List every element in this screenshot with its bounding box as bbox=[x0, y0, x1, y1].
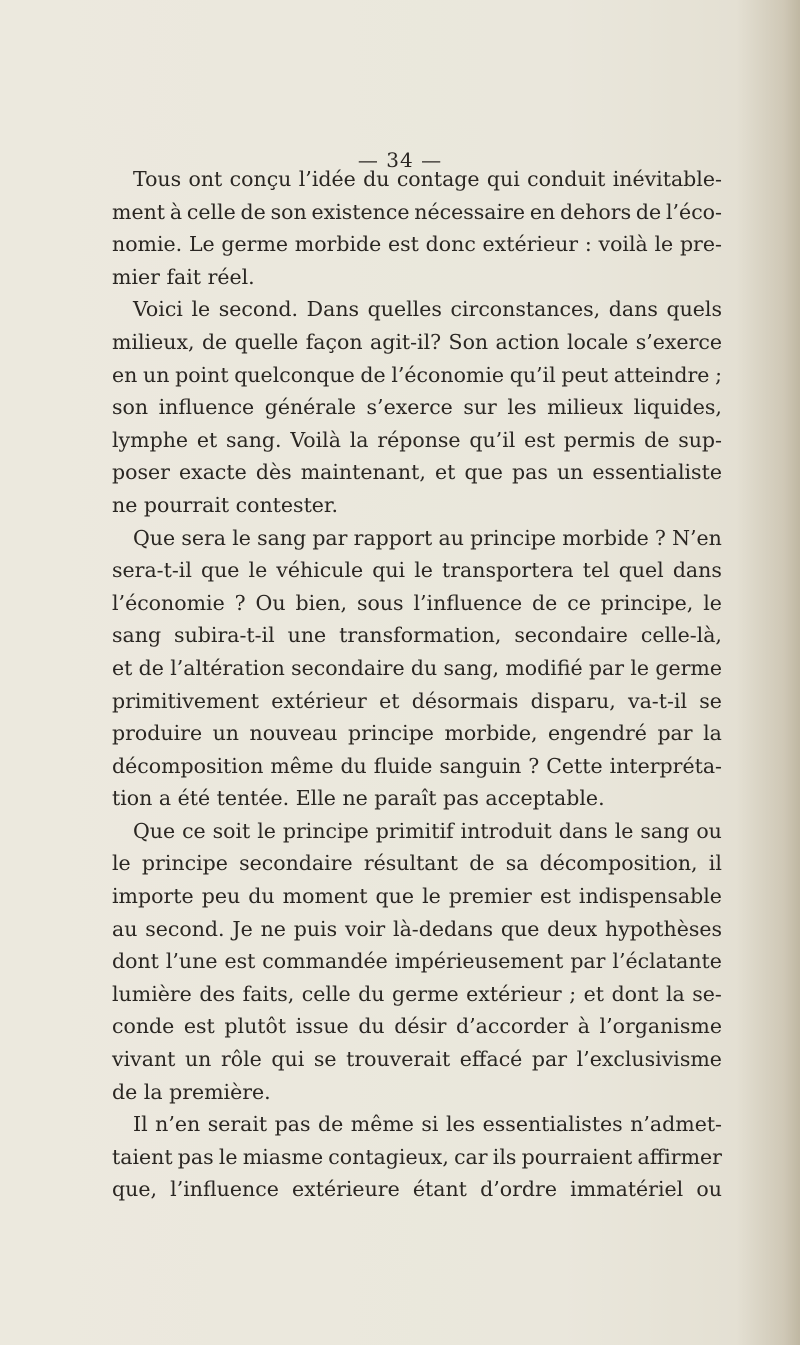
word: sang bbox=[112, 623, 162, 648]
word: un bbox=[143, 362, 170, 387]
text-line bbox=[112, 456, 722, 489]
word: et bbox=[379, 688, 400, 713]
word: dès bbox=[255, 460, 292, 485]
word: les bbox=[507, 395, 537, 420]
text-line bbox=[112, 522, 722, 555]
word: essentialistes bbox=[482, 1112, 623, 1137]
word: réponse bbox=[377, 427, 461, 452]
word: le bbox=[703, 590, 722, 615]
word: Dans bbox=[306, 297, 360, 322]
word: hypothèses bbox=[605, 916, 722, 941]
word: du bbox=[358, 1014, 385, 1039]
word: pourraient bbox=[521, 1144, 633, 1169]
word: l’éclatante bbox=[612, 949, 722, 974]
word: l’influence bbox=[413, 590, 523, 615]
word: peut bbox=[561, 362, 609, 387]
word: principe bbox=[347, 721, 434, 746]
text-line bbox=[112, 1043, 722, 1076]
word: celle bbox=[301, 981, 351, 1006]
word: un bbox=[212, 721, 240, 746]
word: conde bbox=[112, 1014, 175, 1039]
word: contagieux, bbox=[328, 1144, 449, 1169]
word: pas bbox=[177, 1144, 214, 1169]
word: indispensable bbox=[578, 884, 722, 909]
word: pre- bbox=[679, 232, 722, 257]
word: véhicule bbox=[276, 558, 364, 583]
word: milieux, bbox=[112, 329, 195, 354]
word: façon bbox=[305, 329, 363, 354]
word: des bbox=[199, 981, 236, 1006]
word: atteindre bbox=[613, 362, 710, 387]
word: le bbox=[112, 851, 131, 876]
word: sang. bbox=[225, 427, 282, 452]
word: Je bbox=[232, 916, 253, 941]
word: qu’il bbox=[509, 362, 556, 387]
text-line bbox=[112, 880, 722, 913]
word: ou bbox=[696, 818, 722, 843]
word: secondaire bbox=[291, 655, 405, 680]
word: primitivement bbox=[112, 688, 259, 713]
text-line bbox=[112, 619, 722, 652]
word: est bbox=[539, 884, 571, 909]
word: désir bbox=[394, 1014, 447, 1039]
word: lumière bbox=[112, 981, 192, 1006]
word: le bbox=[232, 525, 251, 550]
text-line bbox=[112, 359, 722, 392]
text-line bbox=[112, 913, 722, 946]
word: la bbox=[665, 981, 685, 1006]
word: soit bbox=[212, 818, 251, 843]
word: principe bbox=[470, 525, 557, 550]
word: du bbox=[248, 884, 275, 909]
word: commandée bbox=[262, 949, 388, 974]
text-line: ne pourrait contester. bbox=[112, 492, 339, 517]
word: quel bbox=[618, 558, 664, 583]
text-line bbox=[112, 554, 722, 587]
word: principe bbox=[282, 818, 369, 843]
word: d’ordre bbox=[480, 1177, 557, 1202]
word: morbide, bbox=[444, 721, 538, 746]
word: quelle bbox=[234, 329, 299, 354]
word: de bbox=[644, 427, 670, 452]
word: sup- bbox=[678, 427, 722, 452]
word: affirmer bbox=[637, 1144, 722, 1169]
word: Son bbox=[448, 329, 489, 354]
word: de bbox=[318, 1112, 344, 1137]
word: que, bbox=[112, 1177, 157, 1202]
text-line bbox=[112, 326, 722, 359]
word: secondaire bbox=[239, 851, 353, 876]
word: celle bbox=[186, 199, 236, 224]
word: interpréta- bbox=[609, 753, 722, 778]
text-line bbox=[112, 293, 722, 326]
word: sur bbox=[463, 395, 497, 420]
word: extérieur bbox=[271, 688, 367, 713]
word: agit-il? bbox=[369, 329, 442, 354]
text-line bbox=[112, 1108, 722, 1141]
word: il bbox=[708, 851, 722, 876]
word: de bbox=[360, 362, 386, 387]
word: décomposition bbox=[112, 753, 264, 778]
word: secondaire bbox=[514, 623, 628, 648]
word: essentialiste bbox=[592, 460, 722, 485]
word: nomie. bbox=[112, 232, 183, 257]
word: circonstances, bbox=[450, 297, 601, 322]
word: au bbox=[438, 525, 464, 550]
word: serait bbox=[207, 1112, 268, 1137]
word: N’en bbox=[672, 525, 722, 550]
word: voir bbox=[344, 916, 386, 941]
word: va-t-il bbox=[628, 688, 688, 713]
word: issue bbox=[295, 1014, 349, 1039]
word: germe bbox=[392, 981, 459, 1006]
word: est bbox=[224, 949, 256, 974]
word: même bbox=[270, 753, 334, 778]
word: de bbox=[469, 851, 495, 876]
word: sang bbox=[257, 525, 307, 550]
word: action bbox=[495, 329, 560, 354]
word: résultant bbox=[363, 851, 458, 876]
word: s’exerce bbox=[635, 329, 722, 354]
word: modifié bbox=[505, 655, 583, 680]
word: son bbox=[112, 395, 149, 420]
word: poser bbox=[112, 460, 170, 485]
word: introduit bbox=[460, 818, 552, 843]
word: l’altération bbox=[170, 655, 285, 680]
word: germe bbox=[221, 232, 289, 257]
word: conçu bbox=[229, 167, 292, 191]
word: du bbox=[410, 655, 438, 680]
word: au bbox=[112, 916, 138, 941]
text-line bbox=[112, 978, 722, 1011]
word: l’économie bbox=[112, 590, 225, 615]
word: inévitable- bbox=[612, 167, 722, 191]
word: Ou bbox=[255, 590, 286, 615]
word: primitif bbox=[375, 818, 454, 843]
word: ils bbox=[492, 1144, 517, 1169]
word: se bbox=[699, 688, 722, 713]
word: par bbox=[657, 721, 693, 746]
word: sang, bbox=[443, 655, 500, 680]
word: voilà bbox=[598, 232, 648, 257]
word: ment bbox=[112, 199, 166, 224]
word: extérieur bbox=[466, 981, 562, 1006]
word: transformation, bbox=[339, 623, 502, 648]
word: un bbox=[184, 1047, 212, 1072]
word: l’exclusivisme bbox=[576, 1047, 722, 1072]
word: ne bbox=[260, 916, 286, 941]
word: produire bbox=[112, 721, 203, 746]
word: sera-t-il bbox=[112, 558, 192, 583]
word: pas bbox=[274, 1112, 311, 1137]
word: à bbox=[577, 1014, 590, 1039]
text-line bbox=[112, 424, 722, 457]
word: nouveau bbox=[249, 721, 338, 746]
word: le bbox=[422, 884, 441, 909]
word: disparu, bbox=[530, 688, 616, 713]
word: s’exerce bbox=[366, 395, 453, 420]
word: donc bbox=[425, 232, 476, 257]
word: que bbox=[200, 558, 240, 583]
word: contage bbox=[396, 167, 480, 191]
text-line bbox=[112, 391, 722, 424]
word: l’idée bbox=[298, 167, 356, 191]
word: le bbox=[248, 558, 268, 583]
word: là-dedans bbox=[393, 916, 494, 941]
word: principe bbox=[141, 851, 228, 876]
word: même bbox=[350, 1112, 414, 1137]
word: ; bbox=[569, 981, 577, 1006]
word: que bbox=[464, 460, 503, 485]
word: ont bbox=[188, 167, 223, 191]
word: le bbox=[257, 818, 276, 843]
word: germe bbox=[655, 655, 722, 680]
word: extérieur bbox=[482, 232, 579, 257]
word: de bbox=[138, 655, 164, 680]
word: vivant bbox=[112, 1047, 176, 1072]
word: transportera bbox=[441, 558, 574, 583]
word: la bbox=[349, 427, 369, 452]
word: par bbox=[570, 949, 606, 974]
text-line bbox=[112, 847, 722, 880]
word: se- bbox=[692, 981, 722, 1006]
word: se bbox=[313, 1047, 337, 1072]
word: qui bbox=[372, 558, 406, 583]
word: dans bbox=[608, 297, 658, 322]
word: de bbox=[240, 199, 266, 224]
word: Que bbox=[133, 818, 176, 843]
word: fluide bbox=[373, 753, 433, 778]
word: à bbox=[169, 199, 183, 224]
word: Voici bbox=[133, 297, 183, 322]
word: moment bbox=[282, 884, 368, 909]
word: ce bbox=[567, 590, 591, 615]
word: importe bbox=[112, 884, 194, 909]
word: morbide bbox=[562, 525, 649, 550]
word: effacé bbox=[459, 1047, 523, 1072]
word: taient bbox=[112, 1144, 173, 1169]
word: impérieusement bbox=[394, 949, 564, 974]
word: en bbox=[112, 362, 138, 387]
word: subira-t-il bbox=[174, 623, 275, 648]
word: dans bbox=[558, 818, 608, 843]
word: principe, bbox=[600, 590, 694, 615]
word: existence bbox=[311, 199, 410, 224]
word: faits, bbox=[242, 981, 295, 1006]
word: est bbox=[524, 427, 555, 452]
word: liquides, bbox=[633, 395, 722, 420]
word: peu bbox=[201, 884, 241, 909]
word: tel bbox=[582, 558, 610, 583]
word: ; bbox=[715, 362, 722, 387]
word: l’influence bbox=[170, 1177, 279, 1202]
word: dont bbox=[112, 949, 159, 974]
page-number: — 34 — bbox=[357, 148, 443, 172]
word: maintenant, bbox=[300, 460, 426, 485]
word: sera bbox=[181, 525, 227, 550]
word: extérieure bbox=[292, 1177, 400, 1202]
word: conduit bbox=[527, 167, 606, 191]
word: puis bbox=[293, 916, 338, 941]
text-line bbox=[112, 1010, 722, 1043]
word: ? bbox=[654, 525, 666, 550]
word: sa bbox=[505, 851, 529, 876]
word: qui bbox=[486, 167, 520, 191]
text-line bbox=[112, 815, 722, 848]
word: la bbox=[703, 721, 722, 746]
word: Il bbox=[133, 1112, 148, 1137]
word: le bbox=[414, 558, 433, 583]
word: un bbox=[556, 460, 584, 485]
text-line bbox=[112, 685, 722, 718]
word: étant bbox=[412, 1177, 467, 1202]
word: immatériel bbox=[570, 1177, 684, 1202]
word: et bbox=[112, 655, 133, 680]
word: plutôt bbox=[224, 1014, 287, 1039]
word: morbide bbox=[294, 232, 382, 257]
word: du bbox=[358, 981, 385, 1006]
word: par bbox=[312, 525, 348, 550]
word: si bbox=[421, 1112, 439, 1137]
word: n’admet- bbox=[630, 1112, 722, 1137]
word: milieux bbox=[547, 395, 624, 420]
word: par bbox=[588, 655, 625, 680]
word: Que bbox=[133, 525, 176, 550]
word: par bbox=[531, 1047, 568, 1072]
text-line bbox=[112, 163, 722, 196]
word: ou bbox=[696, 1177, 722, 1202]
word: Voilà bbox=[290, 427, 341, 452]
word: son bbox=[270, 199, 307, 224]
text-line bbox=[112, 1141, 722, 1174]
word: Tous bbox=[133, 167, 182, 191]
word: celle-là, bbox=[640, 623, 722, 648]
word: que bbox=[500, 916, 540, 941]
text-line bbox=[112, 945, 722, 978]
word: d’accorder bbox=[456, 1014, 569, 1039]
word: le bbox=[654, 232, 674, 257]
text-line bbox=[112, 652, 722, 685]
text-line: tion a été tentée. Elle ne paraît pas acceptable. bbox=[112, 786, 605, 811]
word: en bbox=[529, 199, 556, 224]
word: le bbox=[614, 818, 634, 843]
word: l’une bbox=[165, 949, 218, 974]
word: quelconque bbox=[234, 362, 355, 387]
word: deux bbox=[547, 916, 598, 941]
word: quelles bbox=[367, 297, 442, 322]
word: générale bbox=[264, 395, 357, 420]
word: ? bbox=[528, 753, 540, 778]
word: qui bbox=[271, 1047, 305, 1072]
word: qu’il bbox=[469, 427, 516, 452]
word: rôle bbox=[220, 1047, 262, 1072]
word: point bbox=[175, 362, 229, 387]
word: du bbox=[363, 167, 390, 191]
word: bien, bbox=[295, 590, 348, 615]
word: le bbox=[191, 297, 211, 322]
word: second. bbox=[218, 297, 299, 322]
word: le bbox=[630, 655, 650, 680]
word: ? bbox=[234, 590, 246, 615]
word: l’économie bbox=[391, 362, 505, 387]
word: dans bbox=[672, 558, 722, 583]
word: pas bbox=[511, 460, 548, 485]
word: désormais bbox=[411, 688, 519, 713]
word: du bbox=[340, 753, 367, 778]
word: trouverait bbox=[346, 1047, 451, 1072]
word: quels bbox=[666, 297, 722, 322]
text-line bbox=[112, 196, 722, 229]
word: lymphe bbox=[112, 427, 189, 452]
word: est bbox=[183, 1014, 215, 1039]
word: de bbox=[532, 590, 558, 615]
word: de bbox=[635, 199, 662, 224]
word: engendré bbox=[548, 721, 647, 746]
text-line: mier fait réel. bbox=[112, 264, 255, 289]
text-line: de la première. bbox=[112, 1079, 271, 1104]
text-line bbox=[112, 587, 722, 620]
word: une bbox=[287, 623, 327, 648]
word: second. bbox=[145, 916, 225, 941]
word: Cette bbox=[546, 753, 603, 778]
word: miasme bbox=[242, 1144, 324, 1169]
word: car bbox=[454, 1144, 488, 1169]
word: influence bbox=[158, 395, 255, 420]
word: et bbox=[434, 460, 456, 485]
word: premier bbox=[448, 884, 532, 909]
word: dehors bbox=[559, 199, 632, 224]
word: Le bbox=[188, 232, 215, 257]
word: permis bbox=[563, 427, 636, 452]
body-text bbox=[112, 163, 722, 1206]
word: locale bbox=[567, 329, 629, 354]
word: sang bbox=[640, 818, 690, 843]
word: est bbox=[388, 232, 419, 257]
word: nécessaire bbox=[414, 199, 525, 224]
word: les bbox=[445, 1112, 476, 1137]
word: décomposition, bbox=[539, 851, 698, 876]
word: que bbox=[375, 884, 415, 909]
word: n’en bbox=[155, 1112, 201, 1137]
text-line bbox=[112, 717, 722, 750]
word: dont bbox=[611, 981, 659, 1006]
word: l’éco- bbox=[665, 199, 722, 224]
word: l’organisme bbox=[599, 1014, 722, 1039]
word: ce bbox=[182, 818, 206, 843]
word: : bbox=[584, 232, 592, 257]
word: le bbox=[218, 1144, 238, 1169]
word: et bbox=[196, 427, 218, 452]
word: sous bbox=[356, 590, 404, 615]
word: sanguin bbox=[439, 753, 522, 778]
word: exacte bbox=[179, 460, 247, 485]
text-line bbox=[112, 1173, 722, 1206]
text-line bbox=[112, 750, 722, 783]
text-line bbox=[112, 228, 722, 261]
word: rapport bbox=[353, 525, 433, 550]
word: de bbox=[201, 329, 228, 354]
word: et bbox=[583, 981, 605, 1006]
